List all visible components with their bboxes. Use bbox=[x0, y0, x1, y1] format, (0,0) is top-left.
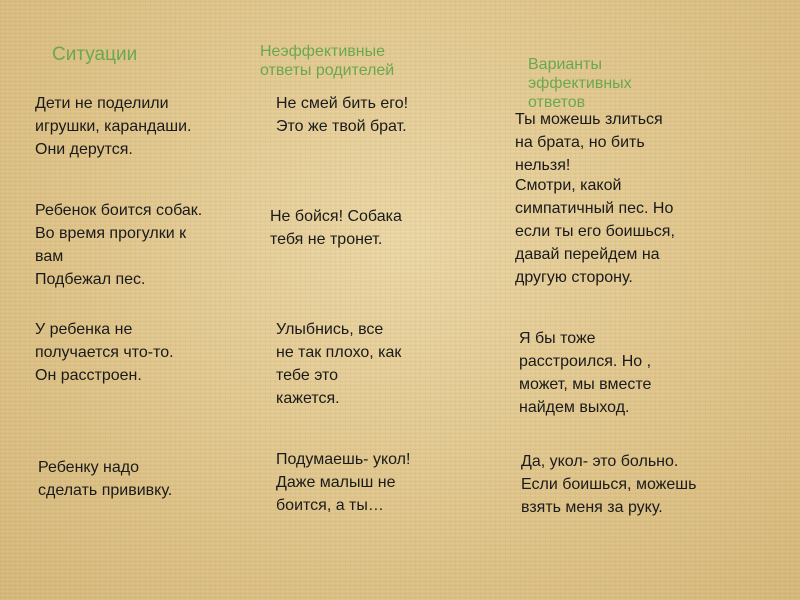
situation-text: Ребенок боится собак. Во время прогулки к вам Подбежал пес. bbox=[35, 202, 203, 288]
effective-answer-text: Смотри, какой симпатичный пес. Но если ты его боишься, давай перейдем на другую сторону. bbox=[515, 177, 675, 286]
effective-answer-text: Да, укол- это больно. Если боишься, можешь взять меня за руку. bbox=[521, 453, 697, 516]
ineffective-answer-text: Подумаешь- укол! Даже малыш не боится, а ты… bbox=[276, 451, 411, 514]
ineffective-answer-text: Не смей бить его! Это же твой брат. bbox=[276, 95, 409, 135]
ineffective-answer-text: Улыбнись, все не так плохо, как тебе это кажется. bbox=[276, 321, 402, 407]
header-situations: Ситуации bbox=[52, 44, 138, 65]
header-ineffective-answers: Неэффективные ответы родителей bbox=[260, 43, 395, 79]
ineffective-answer-text: Не бойся! Собака тебя не тронет. bbox=[270, 208, 402, 248]
header-effective-answers: Варианты эффективных ответов bbox=[528, 56, 632, 111]
situation-text: Дети не поделили игрушки, карандаши. Они дерутся. bbox=[35, 95, 192, 158]
effective-answer-text: Я бы тоже расстроился. Но , может, мы вместе найдем выход. bbox=[519, 330, 652, 416]
situation-text: У ребенка не получается что-то. Он расстроен. bbox=[35, 321, 174, 384]
effective-answer-text: Ты можешь злиться на брата, но бить нельзя! bbox=[515, 111, 663, 174]
situation-text: Ребенку надо сделать прививку. bbox=[38, 459, 173, 499]
